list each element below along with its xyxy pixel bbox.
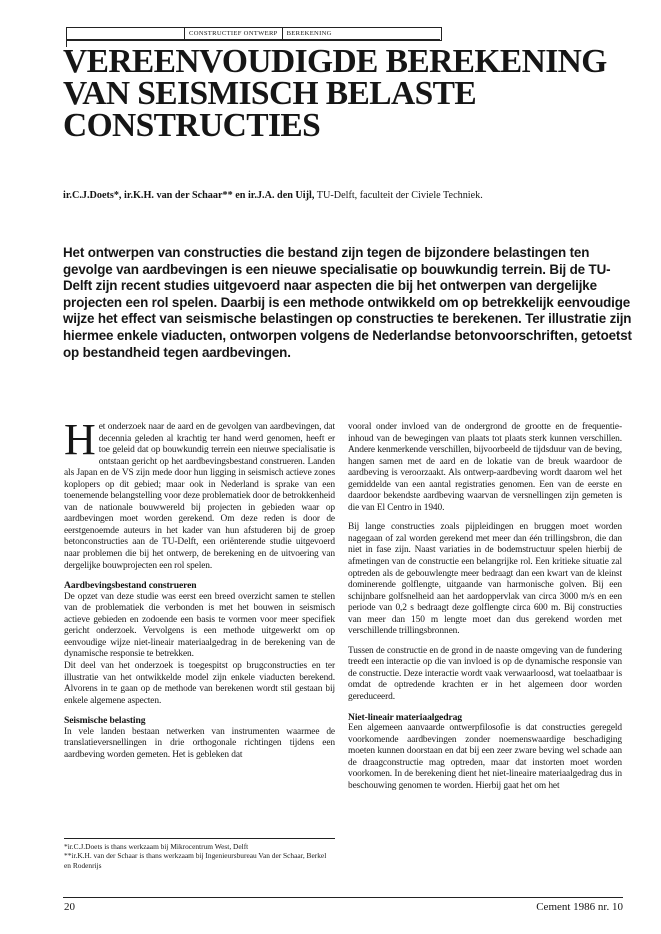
author-names: ir.C.J.Doets*, ir.K.H. van der Schaar** en ir.J.A. den Uijl, bbox=[63, 190, 315, 201]
header-rule bbox=[66, 39, 440, 40]
author-affiliation: TU-Delft, faculteit der Civiele Techniek. bbox=[316, 190, 483, 201]
body-paragraph: vooral onder invloed van de ondergrond de grootte en de frequentie-inhoud van de bewegingen van plaats tot plaats sterk kunnen verschillen. Andere kenmerkende verschillen, bijvoorbeeld de tijdsduur van de beving, hangen samen met de aard en de lokatie van de breuk waardoor de aardbeving is veroorzaakt. Als ontwerp-aardbeving wordt daarom wel het gemiddelde van een aantal registraties genomen. Een van de eerste en daardoor bekendste aardbeving waarvan de versnellingen zijn gemeten is die van El Centro in 1940. bbox=[348, 422, 622, 513]
body-paragraph: Dit deel van het onderzoek is toegespitst op brugconstructies en ter illustratie van het ontwikkelde model zijn enkele viaducten berekend. Alvorens in te gaan op de methode van berekenen wordt stil gestaan bij enkele algemene aspecten. bbox=[64, 660, 335, 706]
section-tab-berekening: BEREKENING bbox=[282, 28, 336, 40]
section-heading-seismische-belasting: Seismische belasting bbox=[64, 715, 146, 727]
body-paragraph: Een algemeen aanvaarde ontwerpfilosofie is dat constructies geregeld voorkomende aardbevingen zonder noemenswaardige beschadiging moeten kunnen doorstaan en dat bij een zeer zware beving wel schade aan de draagconstructie mag optreden, maar dat instorten moet worden voorkomen. In de berekening dient het niet-lineaire materiaalgedrag dus in beschouwing genomen te worden. Hierbij gaat het om het bbox=[348, 723, 622, 791]
article-title: VEREENVOUDIGDE BEREKENING VAN SEISMISCH BELASTE CONSTRUCTIES bbox=[63, 43, 607, 144]
body-paragraph: In vele landen bestaan netwerken van instrumenten waarmee de translatieversnellingen in drie orthogonale richtingen tijdens een aardbeving worden gemeten. Het is gebleken dat bbox=[64, 726, 335, 760]
section-tab-constructief-ontwerp: CONSTRUCTIEF ONTWERP bbox=[189, 30, 278, 37]
body-paragraph: Tussen de constructie en de grond in de naaste omgeving van de fundering treedt een interactie op die van invloed is op de dynamische responsie van de constructie. Deze interactie wordt vaak verwaarloosd, wat toelaatbaar is omdat de optredende krachten er in het algemeen door worden gereduceerd. bbox=[348, 645, 622, 703]
intro-paragraph bbox=[64, 415, 335, 572]
drop-cap: H bbox=[64, 415, 96, 464]
intro-text: et onderzoek naar de aard en de gevolgen van aardbevingen, dat decennia geleden al krachtig ter hand werd genomen, heeft er toe geleid dat op bouwkundig terrein een nieuwe specialisatie is ontstaan gericht op het aardbevingsbestand construeren. Landen als Japan en de VS zijn mede door hun ligging in seismisch actieve zones koplopers op dit gebied; maar ook in Nederland is sprake van een toenemende belangstelling voor deze problematiek door de betrokkenheid van de nationale bouwwereld bij projecten in gebieden waar op aardbevingen moet worden gerekend. Om deze reden is door de eerstgenoemde auteurs in het kader van hun afstuderen bij de groep betonconstructies aan de TU-Delft, een oriënterende studie uitgevoerd naar problemen die bij het ontwerp, de berekening en de uitvoering van dergelijke bouwprojecten een rol spelen. bbox=[64, 422, 335, 571]
body-paragraph: De opzet van deze studie was eerst een breed overzicht samen te stellen van de problematiek die verbonden is met het bouwen in seismisch actieve gebieden en zodoende een basis te vormen voor meer specifiek gericht onderzoek. Vervolgens is een methode uitgewerkt om op eenvoudige wijze niet-lineair materiaalgedrag in de berekening van de dynamische responsie te betrekken. bbox=[64, 591, 335, 660]
footnote: *ir.C.J.Doets is thans werkzaam bij Mikrocentrum West, Delft bbox=[64, 842, 249, 851]
left-column bbox=[64, 415, 335, 761]
footer-rule bbox=[63, 897, 623, 898]
footnotes bbox=[64, 838, 335, 870]
body-paragraph: Bij lange constructies zoals pijpleidingen en bruggen moet worden nagegaan of zal worden gerekend met meer dan één trillingsbron, die dan niet in fase zijn. Naast variaties in de bodemstructuur spelen hierbij de afmetingen van de constructie een belangrijke rol. Een kritieke situatie zal optreden als de gebouwlengte meer bedraagt dan een kwart van de kleinst dominerende golflengte, uitgaande van harmonische golven. Bij een schijnbare golfsnelheid aan het aardoppervlak van circa 3000 m/s en een periode van 0,2 s bedraagt deze golflengte circa 600 m. Bij constructies van meer dan 150 m lengte moet dan dus gerekend worden met verschillende trillingsbronnen. bbox=[348, 522, 622, 637]
journal-issue: Cement 1986 nr. 10 bbox=[536, 901, 623, 913]
footnote: **ir.K.H. van der Schaar is thans werkzaam bij Ingenieursbureau Van der Schaar, Berkel en Rodenrijs bbox=[64, 851, 327, 870]
right-column bbox=[348, 422, 622, 792]
section-heading-niet-lineair: Niet-lineair materiaalgedrag bbox=[348, 711, 462, 723]
page-number: 20 bbox=[64, 901, 75, 913]
author-line bbox=[63, 189, 643, 202]
lead-paragraph: Het ontwerpen van constructies die bestand zijn tegen de bijzondere belastingen ten gevolge van aardbevingen is een nieuwe specialisatie op bouwkundig terrein. Bij de TU-Delft zijn recent studies uitgevoerd naar aspecten die bij het ontwerpen van dergelijke projecten een rol spelen. Daarbij is een methode ontwikkeld om op betrekkelijk eenvoudige wijze het effect van seismische belastingen op constructies te berekenen. Ter illustratie zijn hiermee enkele viaducten, ontworpen volgens de Nederlandse betonvoorschriften, getoetst op bestandheid tegen aardbevingen. bbox=[63, 245, 632, 360]
section-heading-aardbevingsbestand: Aardbevingsbestand construeren bbox=[64, 580, 197, 592]
